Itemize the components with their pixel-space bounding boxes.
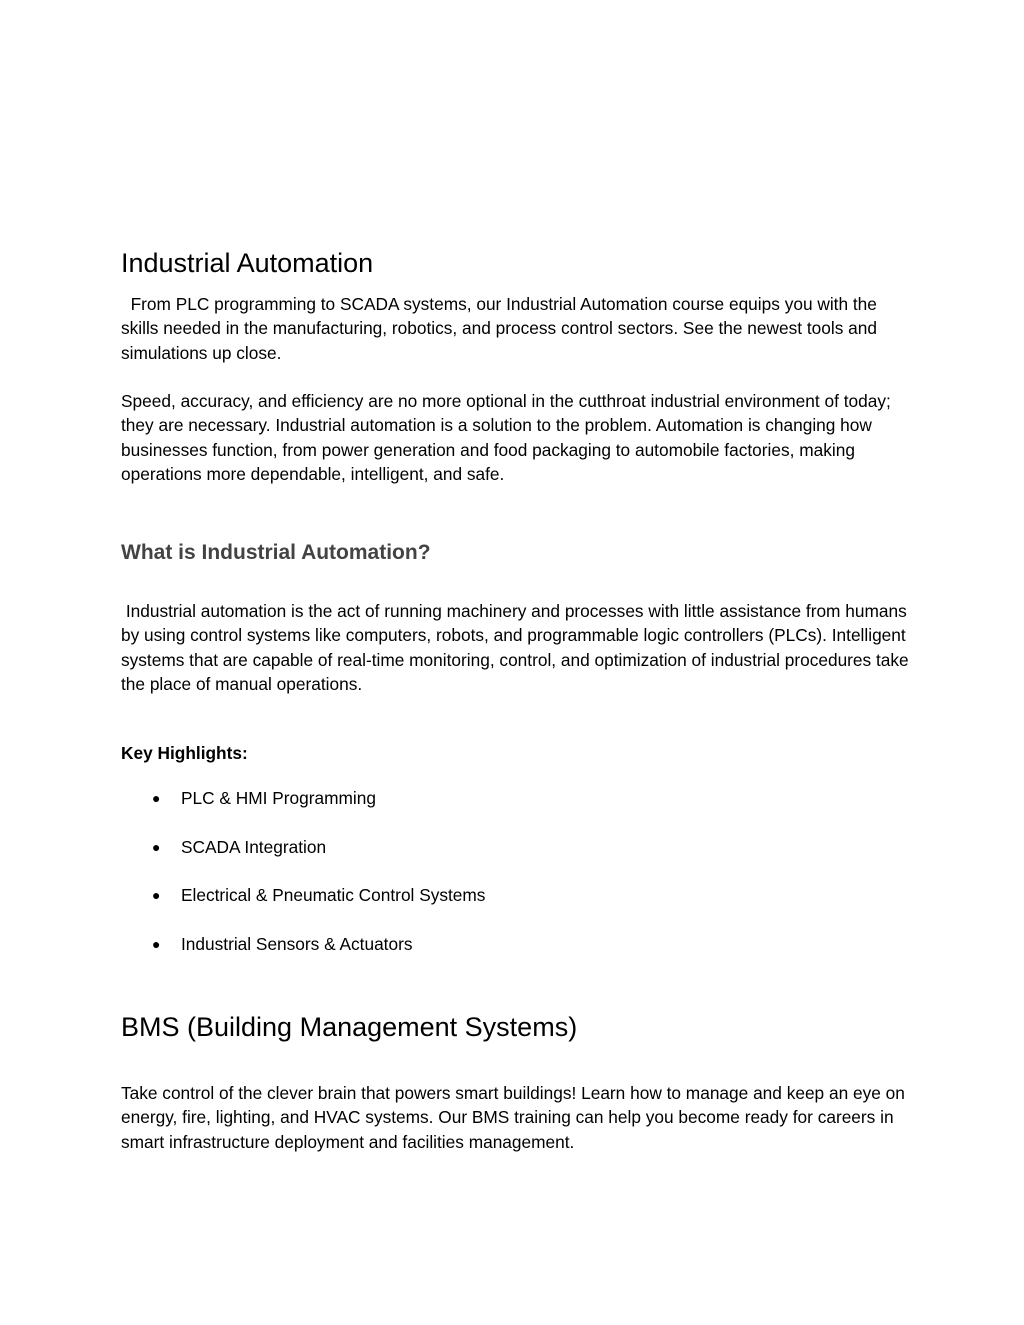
bullet-icon: ● — [152, 935, 161, 952]
industrial-automation-intro: From PLC programming to SCADA systems, our Industrial Automation course equips you with the skills needed in the manufacturing, robotics, and process control sectors. See the newest tools and simulations up close. — [121, 294, 882, 363]
list-item-label: PLC & HMI Programming — [181, 788, 376, 808]
bms-body: Take control of the clever brain that powers smart buildings! Learn how to manage and keep an eye on energy, fire, lighting, and HVAC systems. Our BMS training can help you become ready for careers in smart infrastructure deployment and facilities management. — [121, 1083, 910, 1152]
bullet-icon: ● — [152, 790, 161, 806]
bullet-icon: ● — [152, 887, 161, 904]
list-item-label: SCADA Integration — [181, 836, 327, 857]
what-is-body: Industrial automation is the act of running machinery and processes with little assistance from humans by using control systems like computers, robots, and programmable logic controllers (PLCs). Intelligent systems that are capable of real-time monitoring, control, and optimization of industrial procedures take the place of manual operations. — [121, 601, 914, 695]
what-is-heading: What is Industrial Automation? — [121, 541, 431, 564]
industrial-automation-heading: Industrial Automation — [121, 248, 374, 278]
industrial-automation-body: Speed, accuracy, and efficiency are no more optional in the cutthroat industrial environment of today; they are necessary. Industrial automation is a solution to the problem. Automation is changing how businesses function, from power generation and food packaging to automobile factories, making operations more dependable, intelligent, and safe. — [121, 391, 896, 485]
bms-heading: BMS (Building Management Systems) — [121, 1012, 578, 1042]
key-highlights-label: Key Highlights: — [121, 743, 248, 763]
bullet-icon: ● — [152, 838, 161, 855]
list-item-label: Industrial Sensors & Actuators — [181, 933, 413, 954]
list-item-label: Electrical & Pneumatic Control Systems — [181, 885, 486, 906]
